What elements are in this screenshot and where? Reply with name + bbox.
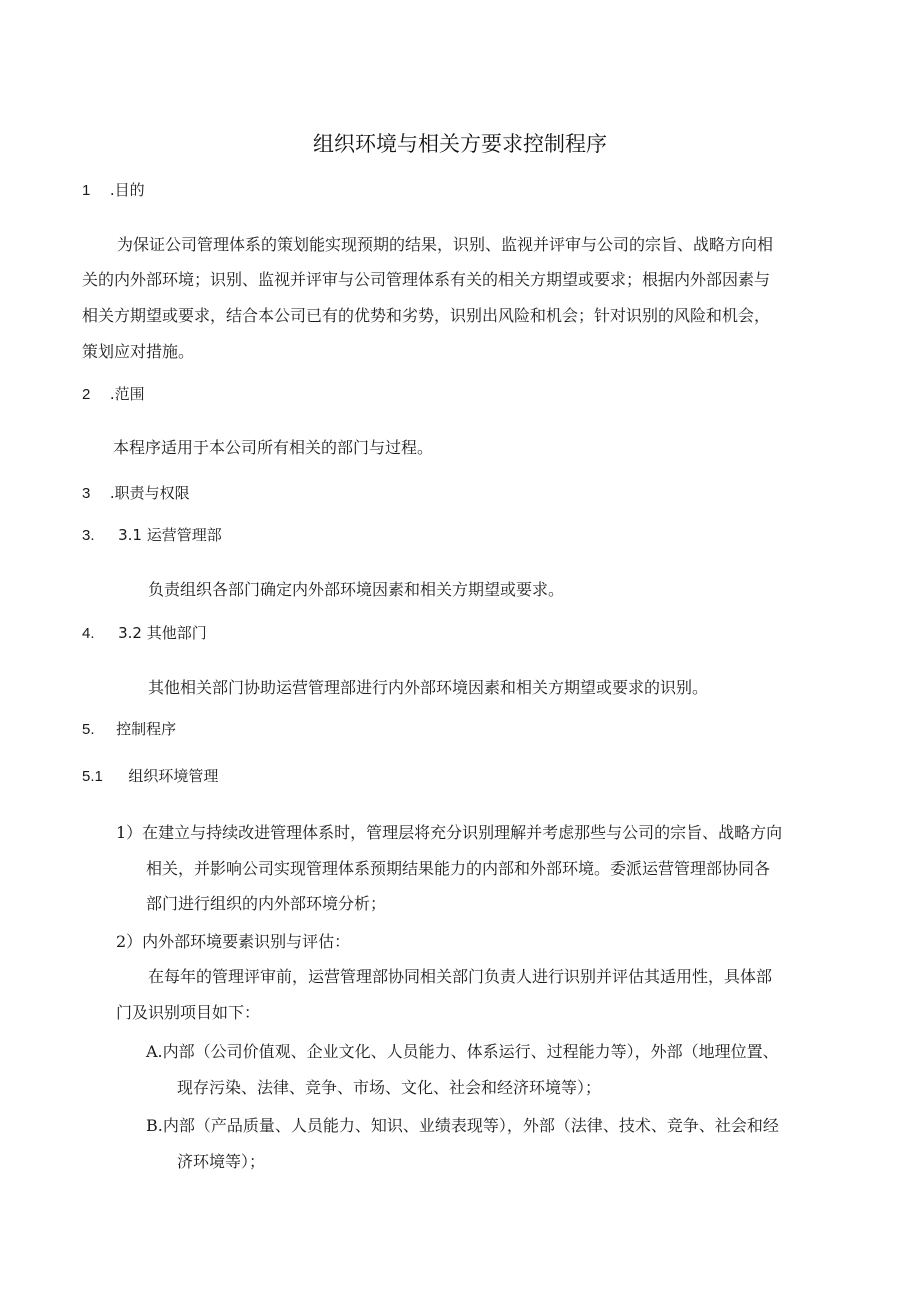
item-1-line-1: 1）在建立与持续改进管理体系时，管理层将充分识别理解并考虑那些与公司的宗旨、战略方向 [116,823,783,842]
section-5-heading [82,719,176,740]
section-5-1-heading [82,766,218,787]
section-5-number: 5. [82,721,95,738]
section-3-2-body: 其他相关部门协助运营管理部进行内外部环境因素和相关方期望或要求的识别。 [148,678,709,697]
section-3-1-heading [82,525,222,546]
item-2-heading: 2）内外部环境要素识别与评估： [116,932,351,951]
section-5-1-number: 5.1 [82,768,103,785]
section-5-1-label: 组织环境管理 [128,767,219,785]
section-2-number: 2 [82,386,91,403]
section-2-body: 本程序适用于本公司所有相关的部门与过程。 [113,438,434,457]
document-title: 组织环境与相关方要求控制程序 [313,132,607,156]
item-2-body-line-2: 门及识别项目如下： [116,1003,261,1022]
section-5-label: 控制程序 [116,720,177,738]
section-1-body-line-2: 关的内外部环境；识别、监视并评审与公司管理体系有关的相关方期望或要求；根据内外部因素与 [82,270,771,289]
item-a-line-1: A.内部（公司价值观、企业文化、人员能力、体系运行、过程能力等），外部（地理位置、 [146,1042,779,1061]
section-1-label: .目的 [109,181,145,199]
section-3-2-label: 3.2 其他部门 [118,624,207,642]
section-3-2-number: 4. [82,625,95,642]
section-1-heading [82,180,145,201]
item-a-line-2: 现存污染、法律、竞争、市场、文化、社会和经济环境等）； [177,1078,602,1097]
section-1-body-line-1: 为保证公司管理体系的策划能实现预期的结果，识别、监视并评审与公司的宗旨、战略方向相 [117,235,774,254]
section-2-heading [82,384,145,405]
section-3-number: 3 [82,485,91,502]
item-1-line-2: 相关，并影响公司实现管理体系预期结果能力的内部和外部环境。委派运营管理部协同各 [146,859,771,878]
section-3-2-heading [82,623,207,644]
section-1-body-line-4: 策划应对措施。 [82,342,195,361]
section-2-label: .范围 [109,385,145,403]
section-1-number: 1 [82,182,91,199]
section-3-1-body: 负责组织各部门确定内外部环境因素和相关方期望或要求。 [148,580,565,599]
section-3-1-label: 3.1 运营管理部 [118,526,222,544]
section-3-label: .职责与权限 [109,484,190,502]
item-b-line-2: 济环境等）； [177,1152,266,1171]
item-2-body-line-1: 在每年的管理评审前，运营管理部协同相关部门负责人进行识别并评估其适用性，具体部 [148,967,773,986]
section-3-heading [82,483,190,504]
section-1-body-line-3: 相关方期望或要求，结合本公司已有的优势和劣势，识别出风险和机会；针对识别的风险和机会， [82,306,771,325]
section-3-1-number: 3. [82,527,95,544]
item-1-line-3: 部门进行组织的内外部环境分析； [146,894,387,913]
item-b-line-1: B.内部（产品质量、人员能力、知识、业绩表现等），外部（法律、技术、竞争、社会和经 [146,1116,779,1135]
